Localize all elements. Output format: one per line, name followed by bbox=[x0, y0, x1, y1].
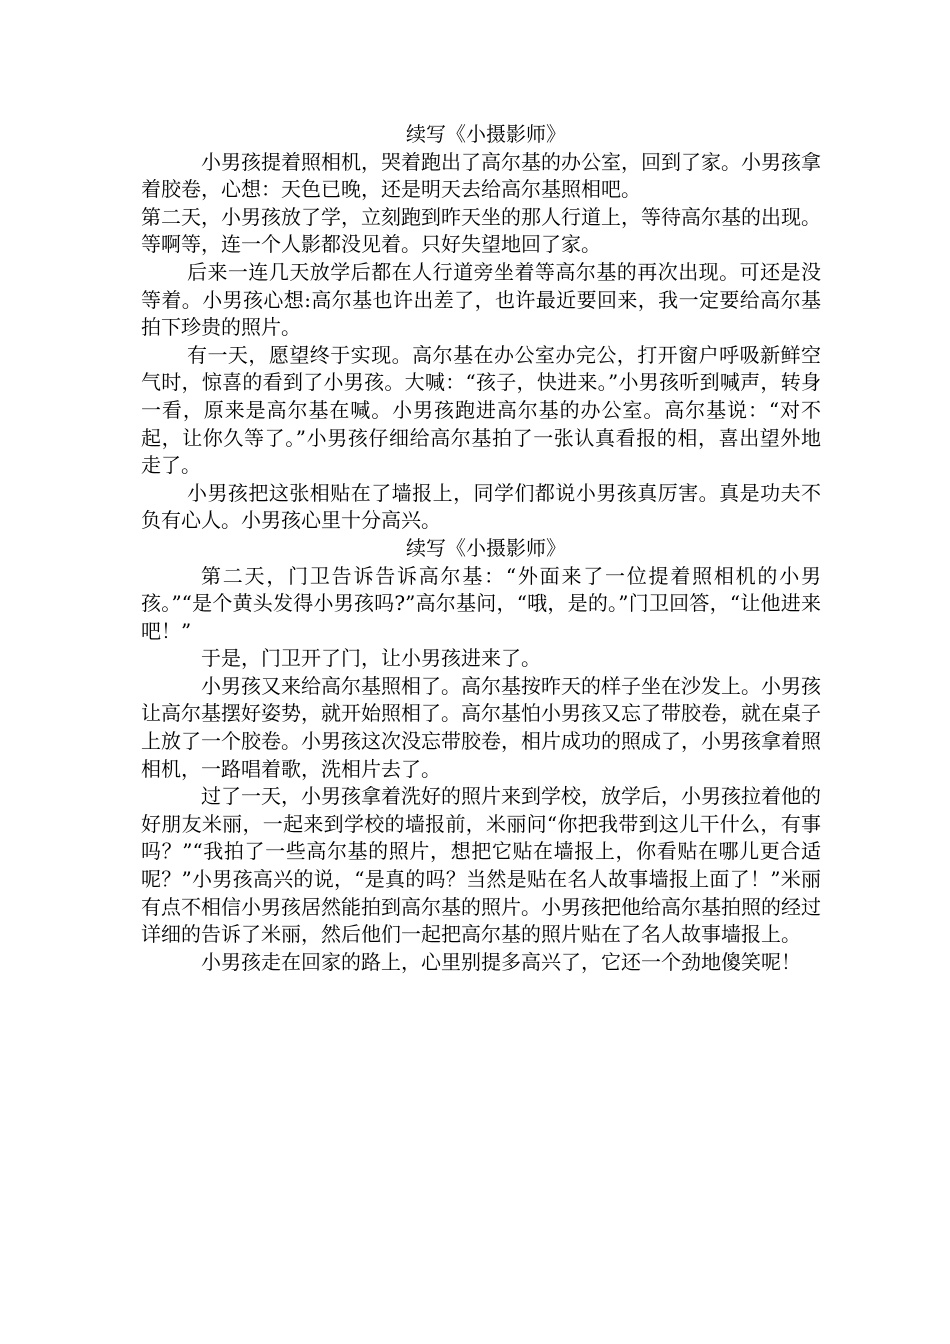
paragraph: 小男孩把这张相贴在了墙报上，同学们都说小男孩真厉害。真是功夫不负有心人。小男孩心里十分高兴。 bbox=[141, 480, 821, 533]
paragraph: 过了一天，小男孩拿着洗好的照片来到学校，放学后，小男孩拉着他的好朋友米丽，一起来到学校的墙报前，米丽问“你把我带到这儿干什么，有事吗？”“我拍了一些高尔基的照片，想把它贴在墙报上，你看贴在哪儿更合适呢？”小男孩高兴的说，“是真的吗？当然是贴在名人故事墙报上面了！”米丽有点不相信小男孩居然能拍到高尔基的照片。小男孩把他给高尔基拍照的经过详细的告诉了米丽，然后他们一起把高尔基的照片贴在了名人故事墙报上。 bbox=[141, 784, 821, 947]
paragraph: 小男孩走在回家的路上，心里别提多高兴了，它还一个劲地傻笑呢！ bbox=[201, 949, 801, 974]
section-title: 续写《小摄影师》 bbox=[406, 535, 566, 560]
paragraph: 第二天，门卫告诉告诉高尔基：“外面来了一位提着照相机的小男孩。”“是个黄头发得小男孩吗?”高尔基问，“哦，是的。”门卫回答，“让他进来吧！” bbox=[141, 563, 821, 643]
story-section-1 bbox=[141, 121, 821, 535]
paragraph: 于是，门卫开了门，让小男孩进来了。 bbox=[201, 646, 541, 671]
paragraph: 后来一连几天放学后都在人行道旁坐着等高尔基的再次出现。可还是没等着。小男孩心想:高尔基也许出差了，也许最近要回来，我一定要给高尔基拍下珍贵的照片。 bbox=[141, 259, 821, 340]
section-title: 续写《小摄影师》 bbox=[406, 122, 566, 146]
paragraph: 有一天，愿望终于实现。高尔基在办公室办完公，打开窗户呼吸新鲜空气时，惊喜的看到了小男孩。大喊：“孩子，快进来。”小男孩听到喊声，转身一看，原来是高尔基在喊。小男孩跑进高尔基的办公室。高尔基说：“对不起，让你久等了。”小男孩仔细给高尔基拍了一张认真看报的相，喜出望外地走了。 bbox=[141, 342, 821, 478]
paragraph: 第二天，小男孩放了学，立刻跑到昨天坐的那人行道上，等待高尔基的出现。等啊等，连一个人影都没见着。只好失望地回了家。 bbox=[141, 204, 821, 257]
story-section-2 bbox=[141, 535, 821, 977]
paragraph: 小男孩又来给高尔基照相了。高尔基按昨天的样子坐在沙发上。小男孩让高尔基摆好姿势，就开始照相了。高尔基怕小男孩又忘了带胶卷，就在桌子上放了一个胶卷。小男孩这次没忘带胶卷，相片成功的照成了，小男孩拿着照相机，一路唱着歌，洗相片去了。 bbox=[141, 673, 821, 781]
document-body bbox=[141, 121, 821, 976]
paragraph: 小男孩提着照相机，哭着跑出了高尔基的办公室，回到了家。小男孩拿着胶卷，心想：天色已晚，还是明天去给高尔基照相吧。 bbox=[141, 149, 821, 202]
